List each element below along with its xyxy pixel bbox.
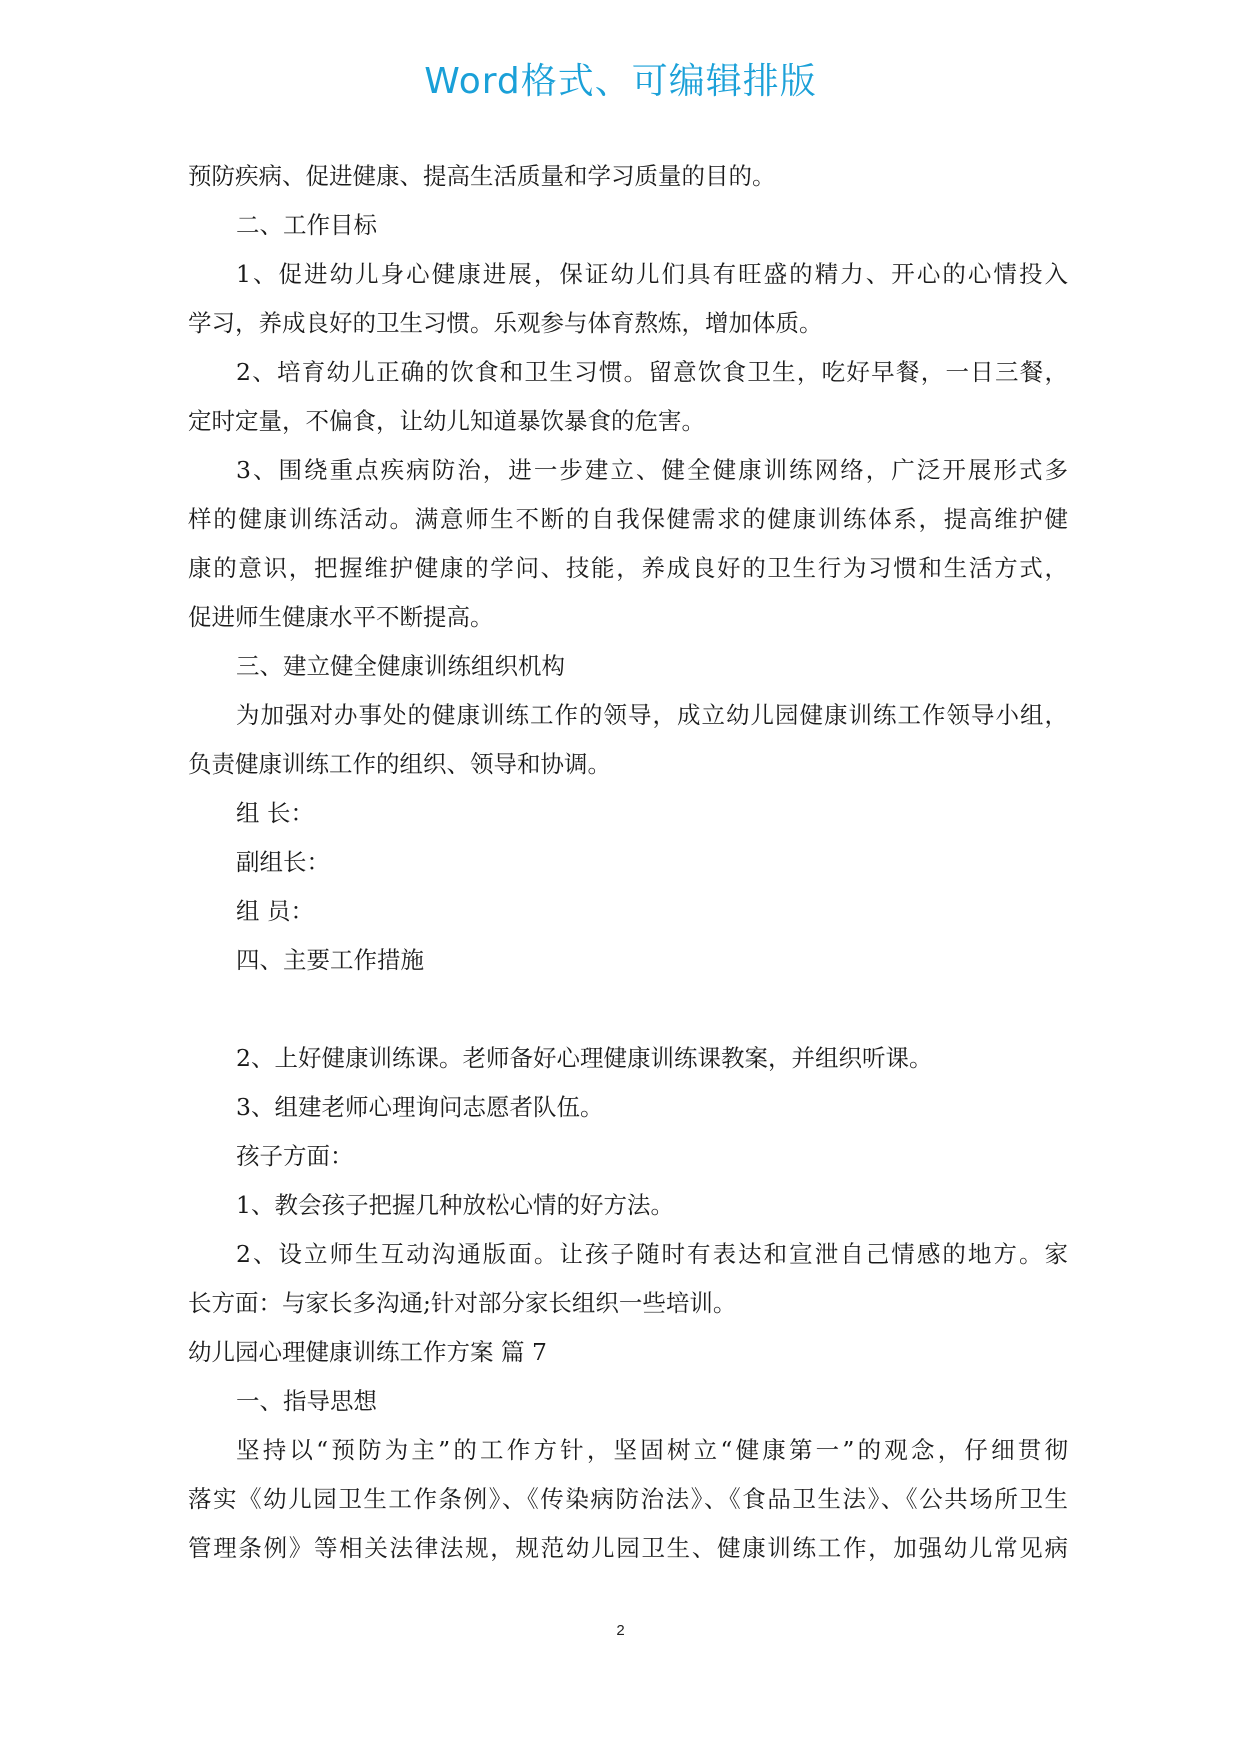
paragraph-line: 康的意识，把握维护健康的学问、技能，养成良好的卫生行为习惯和生活方式， — [188, 554, 1068, 582]
paragraph-line: 孩子方面： — [236, 1142, 354, 1170]
blank-line — [188, 985, 1068, 1034]
paragraph-line: 3、围绕重点疾病防治，进一步建立、健全健康训练网络，广泛开展形式多 — [236, 456, 1068, 484]
section-heading: 三、建立健全健康训练组织机构 — [236, 652, 565, 680]
paragraph-line: 1、教会孩子把握几种放松心情的好方法。 — [236, 1191, 674, 1219]
paragraph-line: 为加强对办事处的健康训练工作的领导，成立幼儿园健康训练工作领导小组， — [236, 701, 1068, 729]
section-heading: 二、工作目标 — [236, 211, 377, 239]
section-heading: 四、主要工作措施 — [236, 946, 424, 974]
page-header-title: Word格式、可编辑排版 — [424, 61, 817, 102]
paragraph-line: 坚持以“预防为主”的工作方针，坚固树立“健康第一”的观念，仔细贯彻 — [236, 1436, 1068, 1464]
paragraph-line: 1、促进幼儿身心健康进展，保证幼儿们具有旺盛的精力、开心的心情投入 — [236, 260, 1068, 288]
paragraph-line: 2、设立师生互动沟通版面。让孩子随时有表达和宣泄自己情感的地方。家 — [236, 1240, 1068, 1268]
paragraph-line: 定时定量，不偏食，让幼儿知道暴饮暴食的危害。 — [188, 407, 705, 435]
paragraph-line: 落实《幼儿园卫生工作条例》、《传染病防治法》、《食品卫生法》、《公共场所卫生 — [188, 1485, 1068, 1513]
paragraph-line: 3、组建老师心理询问志愿者队伍。 — [236, 1093, 604, 1121]
paragraph-line: 负责健康训练工作的组织、领导和协调。 — [188, 750, 611, 778]
section-heading: 一、指导思想 — [236, 1387, 377, 1415]
paragraph-line: 2、上好健康训练课。老师备好心理健康训练课教案，并组织听课。 — [236, 1044, 933, 1072]
role-label-member: 组 员： — [236, 897, 314, 925]
page-number: 2 — [616, 1622, 625, 1639]
paragraph-line: 学习，养成良好的卫生习惯。乐观参与体育熬炼，增加体质。 — [188, 309, 823, 337]
role-label-leader: 组 长： — [236, 799, 314, 827]
paragraph-line: 促进师生健康水平不断提高。 — [188, 603, 494, 631]
paragraph-line: 长方面：与家长多沟通;针对部分家长组织一些培训。 — [188, 1289, 737, 1317]
paragraph-line: 2、培育幼儿正确的饮食和卫生习惯。留意饮食卫生，吃好早餐，一日三餐， — [236, 358, 1068, 386]
role-label-deputy: 副组长： — [236, 848, 330, 876]
paragraph-line: 管理条例》等相关法律法规，规范幼儿园卫生、健康训练工作，加强幼儿常见病 — [188, 1534, 1068, 1562]
document-body — [188, 152, 1068, 1573]
paragraph-line: 样的健康训练活动。满意师生不断的自我保健需求的健康训练体系，提高维护健 — [188, 505, 1068, 533]
paragraph-line: 预防疾病、促进健康、提高生活质量和学习质量的目的。 — [188, 162, 776, 190]
document-title: 幼儿园心理健康训练工作方案 篇 7 — [188, 1338, 547, 1366]
